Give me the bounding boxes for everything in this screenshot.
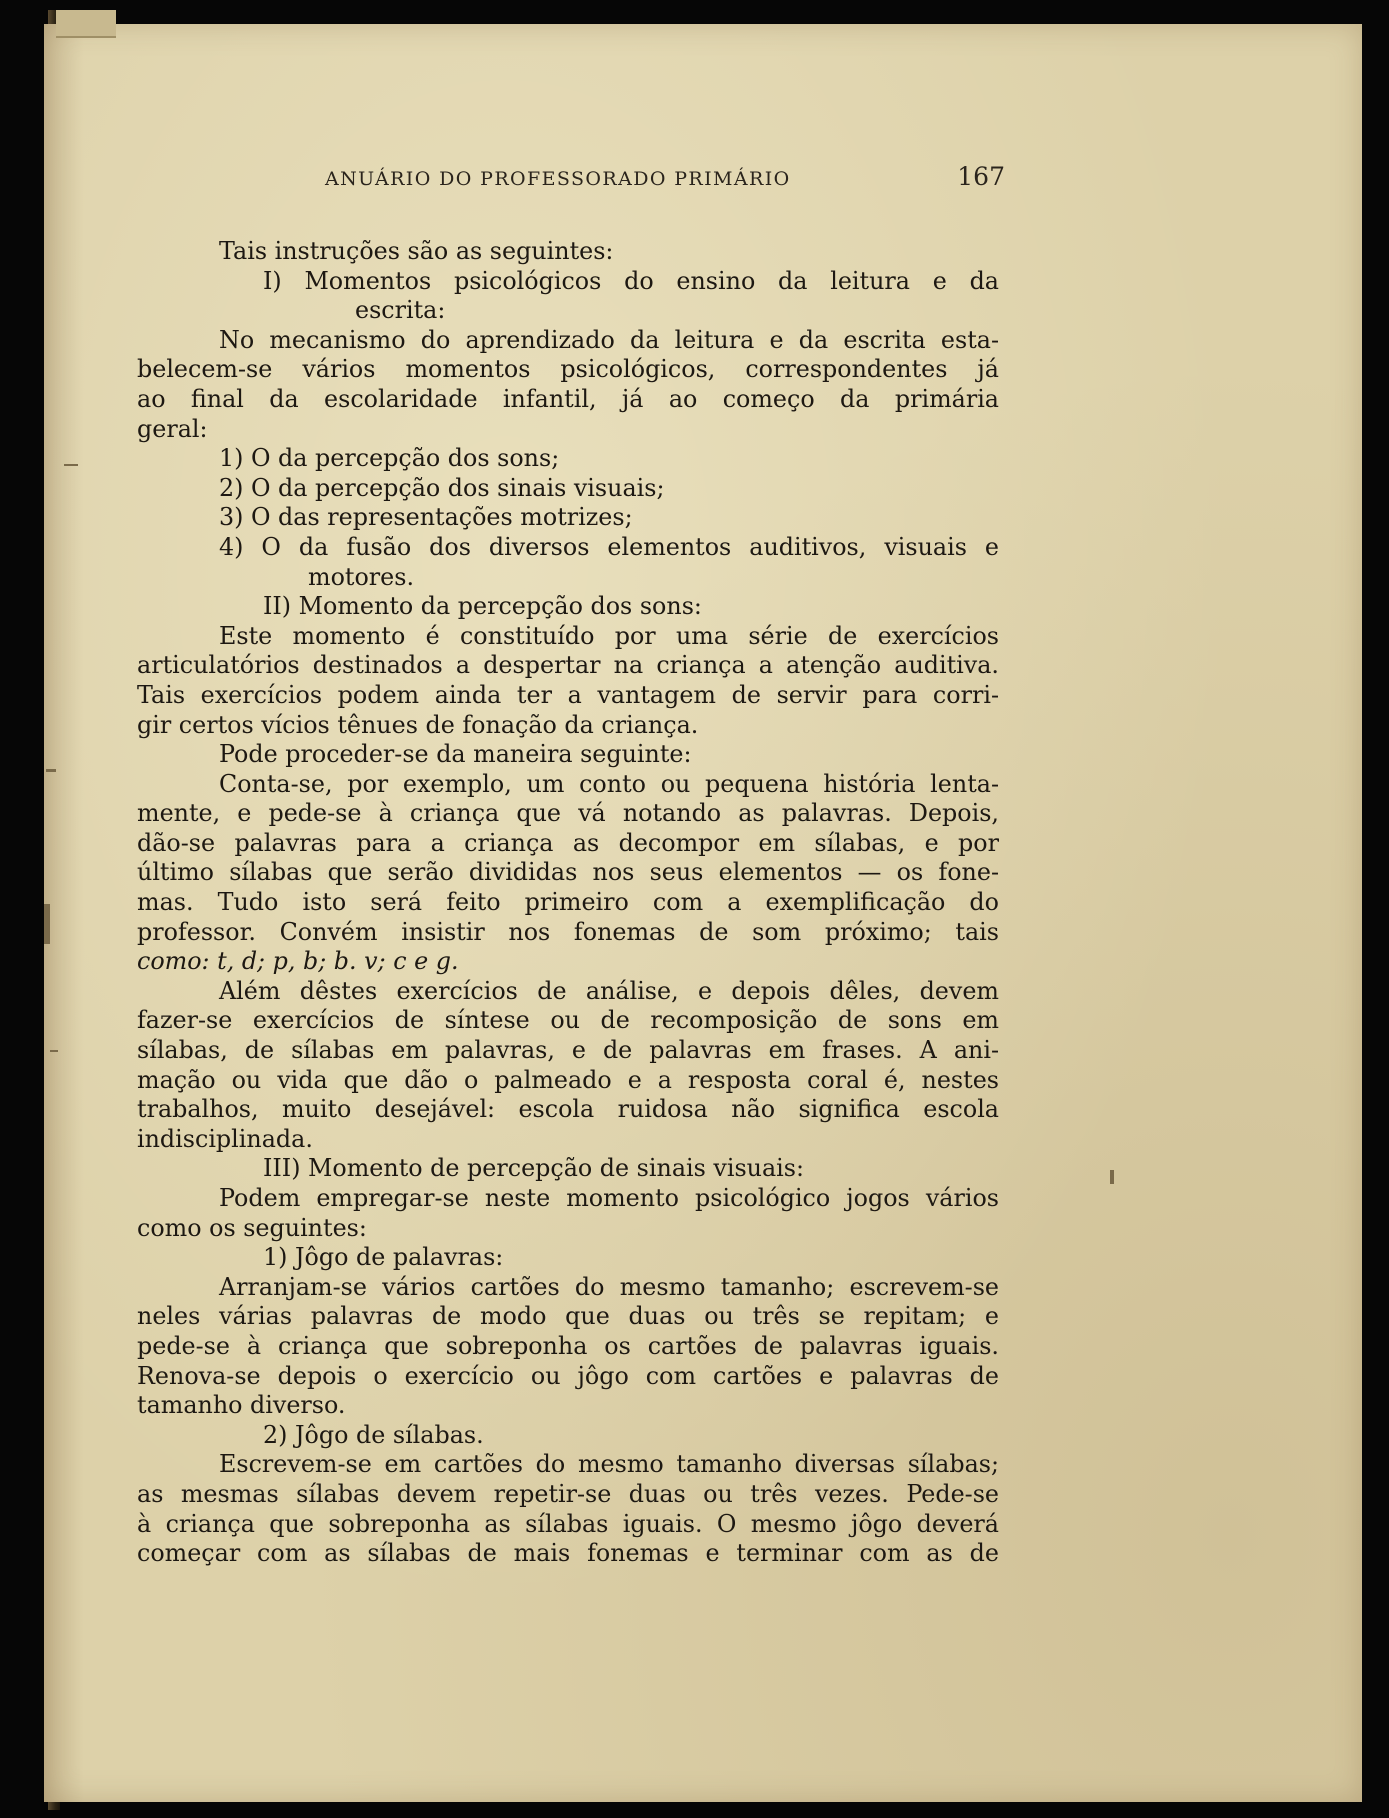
text-line: 1) Jôgo de palavras: [263,1243,504,1272]
text-line: Podem empregar-se neste momento psicológico jogos vários [219,1184,999,1212]
text-line: mente, e pede-se à criança que vá notando as palavras. Depois, [137,799,999,828]
text-line: último sílabas que serão divididas nos seus elementos — os fone- [137,858,999,887]
text-line: 4) O da fusão dos diversos elementos auditivos, visuais e [219,532,999,561]
text-line: geral: [137,414,208,443]
folded-corner [56,10,116,38]
text-line: escrita: [355,296,446,325]
text-line: como os seguintes: [137,1213,367,1242]
text-line: mação ou vida que dão o palmeado e a resposta coral é, nestes [137,1065,999,1094]
text-line: 2) Jôgo de sílabas. [263,1420,484,1449]
margin-mark [44,904,50,944]
text-line: Este momento é constituído por uma série de exercícios [219,621,999,650]
text-line: Além dêstes exercícios de análise, e depois dêles, devem [219,976,999,1005]
text-line: Tais instruções são as seguintes: [219,237,614,265]
text-line: articulatórios destinados a despertar na criança a atenção auditiva. [137,651,999,680]
text-line: belecem-se vários momentos psicológicos, correspondentes já [137,355,999,384]
text-line: Escrevem-se em cartões do mesmo tamanho diversas sílabas; [219,1450,999,1479]
text-line: motores. [308,562,415,591]
text-line: 3) O das representações motrizes; [219,503,633,532]
text-line: Arranjam-se vários cartões do mesmo tamanho; escrevem-se [219,1272,999,1301]
page-header [325,160,1005,196]
text-line: neles várias palavras de modo que duas ou três se repitam; e [137,1302,999,1331]
text-line: No mecanismo do aprendizado da leitura e da escrita esta- [219,325,999,354]
text-line: Conta-se, por exemplo, um conto ou pequena história lenta- [219,769,999,798]
text-line: as mesmas sílabas devem repetir-se duas ou três vezes. Pede-se [137,1479,999,1508]
text-line: começar com as sílabas de mais fonemas e terminar com as de [137,1539,999,1568]
running-title: ANUÁRIO DO PROFESSORADO PRIMÁRIO [325,168,791,190]
text-line: dão-se palavras para a criança as decompor em sílabas, e por [137,828,999,857]
text-line: ao final da escolaridade infantil, já ao começo da primária [137,384,999,413]
margin-mark [64,464,78,466]
text-line: tamanho diverso. [137,1391,346,1420]
margin-mark [46,769,56,772]
text-line: Pode proceder-se da maneira seguinte: [219,740,692,769]
text-line: indisciplinada. [137,1124,313,1153]
body-text [137,237,999,1569]
text-line: professor. Convém insistir nos fonemas de som próximo; tais [137,917,999,946]
text-line: 2) O da percepção dos sinais visuais; [219,473,665,502]
text-line: Tais exercícios podem ainda ter a vantagem de servir para corri- [137,680,999,709]
text-line: I) Momentos psicológicos do ensino da leitura e da [263,266,999,295]
text-line: II) Momento da percepção dos sons: [263,592,702,621]
margin-mark [1110,1170,1114,1184]
margin-mark [50,1050,58,1052]
text-line: III) Momento de percepção de sinais visuais: [263,1154,805,1183]
text-line: Renova-se depois o exercício ou jôgo com cartões e palavras de [137,1361,999,1390]
text-line: como: t, d; p, b; b. v; c e g. [137,947,459,976]
text-line: pede-se à criança que sobreponha os cartões de palavras iguais. [137,1331,999,1360]
text-line: fazer-se exercícios de síntese ou de recomposição de sons em [137,1006,999,1035]
text-line: mas. Tudo isto será feito primeiro com a exemplificação do [137,888,999,917]
text-line: sílabas, de sílabas em palavras, e de palavras em frases. A ani- [137,1036,999,1065]
text-line: 1) O da percepção dos sons; [219,444,560,473]
text-line: trabalhos, muito desejável: escola ruidosa não significa escola [137,1095,999,1124]
page-number: 167 [957,162,1005,191]
text-line: à criança que sobreponha as sílabas iguais. O mesmo jôgo deverá [137,1509,999,1538]
text-line: gir certos vícios tênues de fonação da criança. [137,710,699,739]
